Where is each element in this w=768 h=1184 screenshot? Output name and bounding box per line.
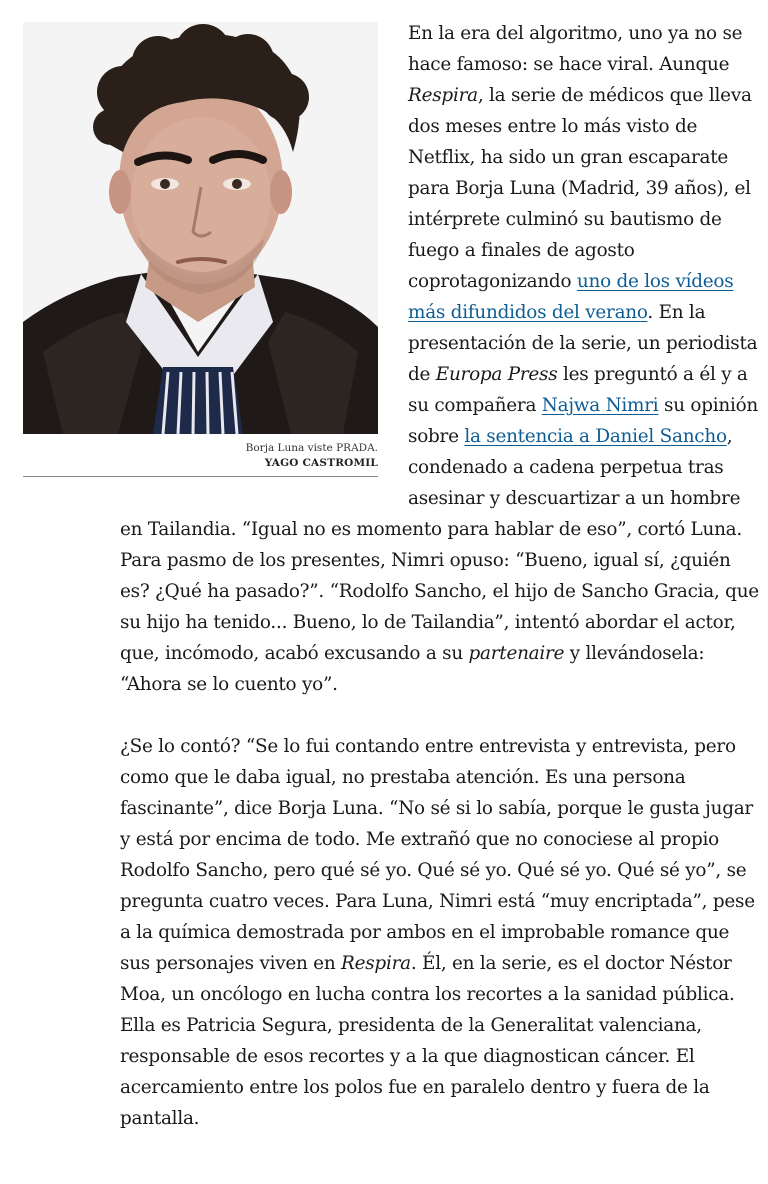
text-run: y llevándosela: “Ahora se lo cuento yo”. bbox=[120, 643, 705, 695]
italic-word: partenaire bbox=[468, 643, 565, 664]
text-run: , la serie de médicos que lleva dos meses entre lo más visto de Netflix, ha sido un gran escaparate para Borja Luna (Madrid, 39 años), el intérprete culminó su bautismo de fuego a finales de agosto coprotagonizando bbox=[408, 85, 752, 292]
text-run: . Él, en la serie, es el doctor Néstor Moa, un oncólogo en lucha contra los recortes a la sanidad pública. Ella es Patricia Segura, presidenta de la Generalitat valenciana, responsable de esos recortes y a la que diagnostican cáncer. El acercamiento entre los polos fue en paralelo dentro y fuera de la pantalla. bbox=[120, 953, 735, 1129]
portrait-photo bbox=[23, 22, 378, 434]
text-run: su opinión sobre bbox=[408, 395, 759, 447]
text-run: ¿Se lo contó? “Se lo fui contando entre entrevista y entrevista, pero como que le daba igual, no prestaba atención. Es una persona fascinante”, dice Borja Luna. “No sé si lo sabía, porque le gusta jugar y está por encima de todo. Me extrañó que no conociese al propio Rodolfo Sancho, pero qué sé yo. Qué sé yo. Qué sé yo. Qué sé yo”, se pregunta cuatro veces. Para Luna, Nimri está “muy encriptada”, pese a la química demostrada por ambos en el improbable romance que sus personajes viven en bbox=[120, 736, 755, 974]
text-run: , condenado a cadena perpetua tras asesinar y descuartizar a un hombre en Tailandia. “Igual no es momento para hablar de eso”, cortó Luna. Para pasmo de los presentes, Nimri opuso: “Bueno, igual sí, ¿quién es? ¿Qué ha pasado?”. “Rodolfo Sancho, el hijo de Sancho Gracia, que su hijo ha tenido... Bueno, lo de Tailandia”, intentó abordar el actor, que, incómodo, acabó excusando a su bbox=[120, 426, 759, 664]
text-run: les preguntó a él y a su compañera bbox=[408, 364, 748, 416]
paragraph-2 bbox=[120, 731, 760, 1134]
italic-outlet: Europa Press bbox=[435, 364, 558, 385]
photo-caption: Borja Luna viste PRADA. bbox=[245, 442, 378, 454]
photo-credit: YAGO CASTROMIL bbox=[264, 457, 378, 469]
viral-video-link[interactable]: uno de los vídeos más difundidos del verano bbox=[408, 271, 734, 323]
italic-title: Respira bbox=[408, 85, 478, 106]
portrait-figure bbox=[23, 22, 378, 477]
italic-title: Respira bbox=[341, 953, 411, 974]
najwa-nimri-link[interactable]: Najwa Nimri bbox=[541, 395, 659, 416]
text-run: En la era del algoritmo, uno ya no se hace famoso: se hace viral. Aunque bbox=[408, 23, 743, 75]
text-run: . En la presentación de la serie, un periodista de bbox=[408, 302, 758, 385]
sentencia-link[interactable]: la sentencia a Daniel Sancho bbox=[464, 426, 727, 447]
